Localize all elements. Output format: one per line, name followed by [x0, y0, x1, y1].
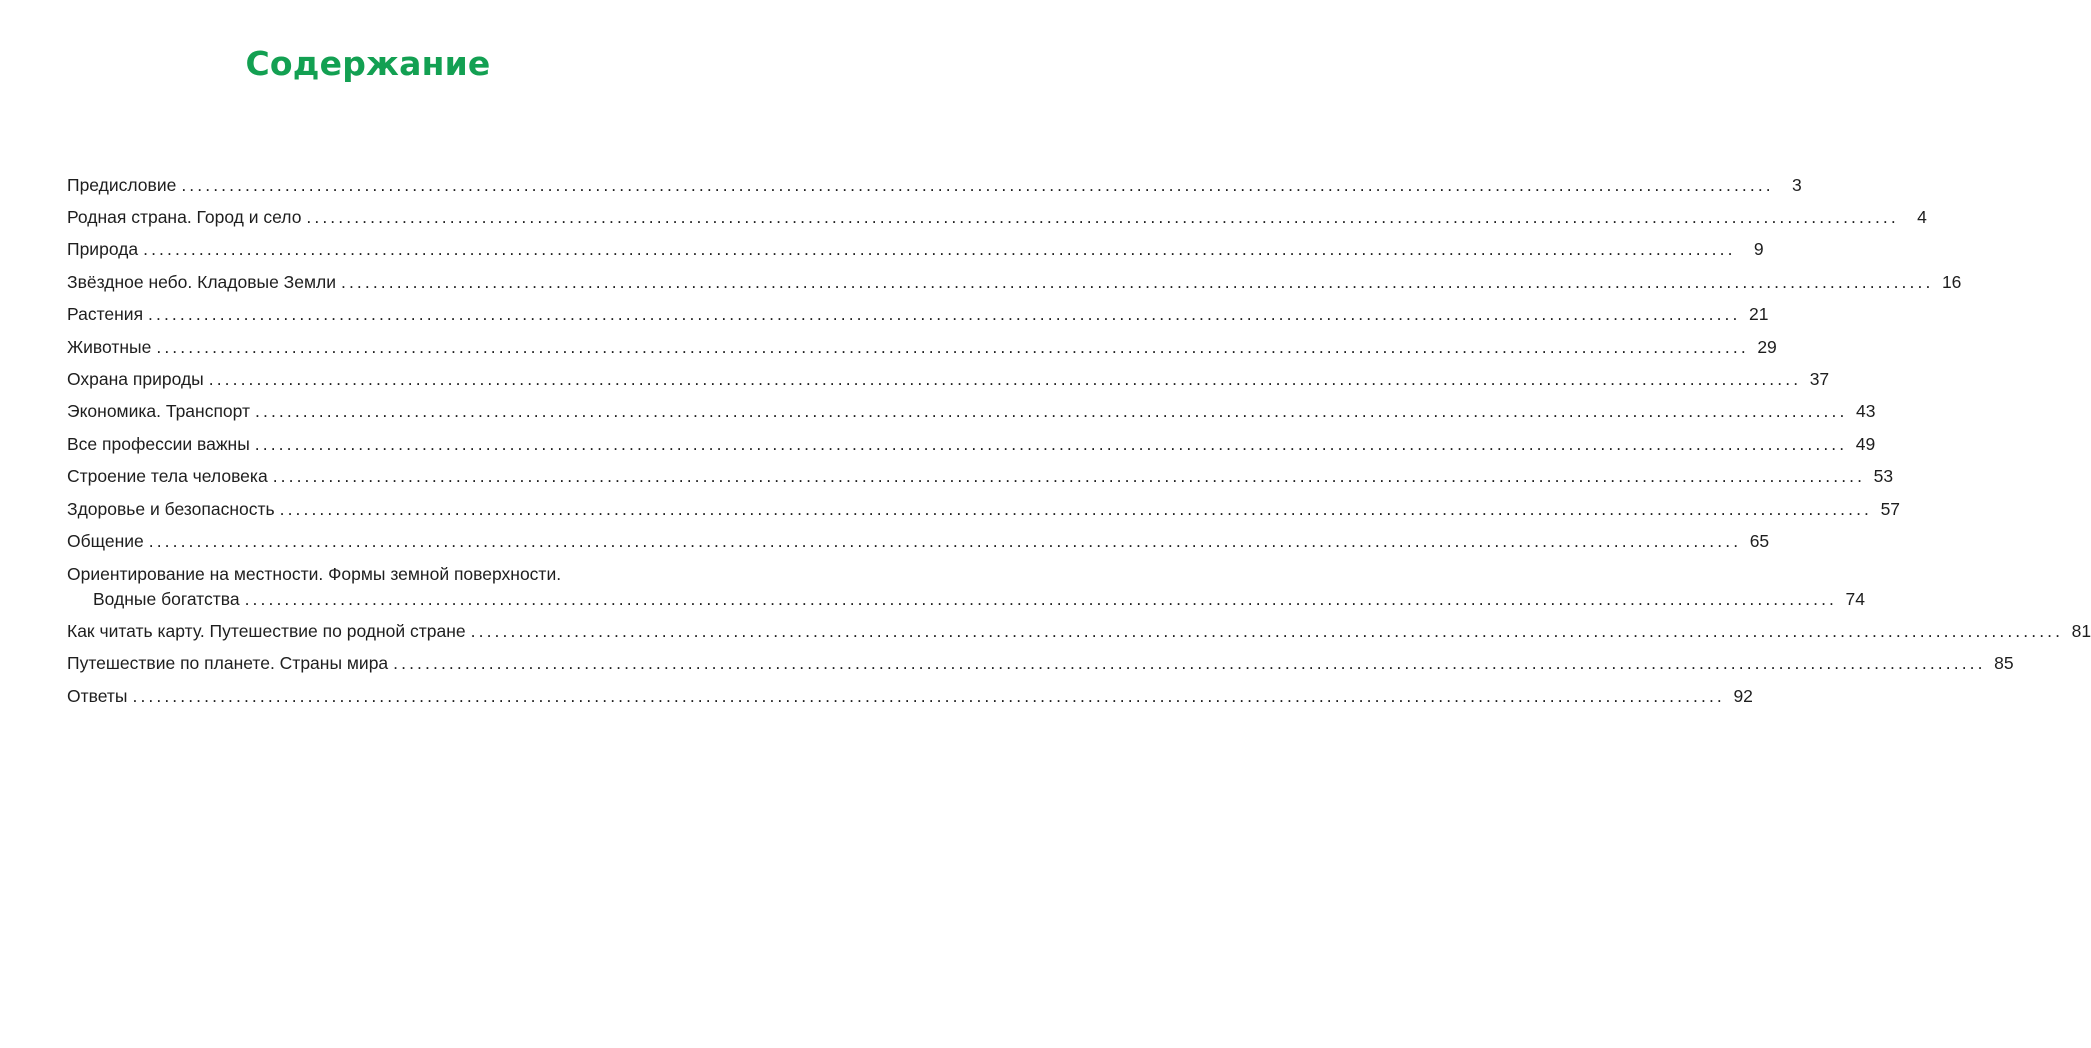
- toc-entry-title: Растения: [67, 304, 144, 324]
- toc-dot-leader: ........................................................................................................................................................................................................: [272, 466, 1866, 486]
- toc-entry-title: Животные: [67, 337, 152, 357]
- toc-page-number: 74: [1845, 589, 1866, 609]
- toc-dot-leader: ........................................................................................................................................................................................................: [254, 434, 1848, 454]
- toc-entry-title: Родная страна. Город и село: [67, 207, 302, 227]
- toc-entry-title: Путешествие по планете. Страны мира: [67, 653, 389, 673]
- toc-dot-leader: ........................................................................................................................................................................................................: [132, 686, 1725, 706]
- toc-dot-leader: ........................................................................................................................................................................................................: [279, 499, 1873, 519]
- toc-page-number: 81: [2071, 621, 2091, 641]
- toc-entry-title: Здоровье и безопасность: [67, 499, 275, 519]
- toc-page-number: 16: [1941, 272, 1962, 292]
- toc-page-number: 85: [1994, 653, 2014, 673]
- toc-page-number: 57: [1880, 499, 1901, 519]
- toc-page-number: 65: [1749, 531, 1770, 551]
- toc-entry-title: Ответы: [67, 686, 128, 706]
- toc-entry-health-safety[interactable]: [67, 494, 1901, 520]
- toc-page-number: 29: [1757, 337, 1777, 357]
- toc-dot-leader: ........................................................................................................................................................................................................: [208, 369, 1802, 389]
- toc-entry-title: Звёздное небо. Кладовые Земли: [67, 272, 336, 292]
- toc-page-number: 92: [1733, 686, 1753, 706]
- toc-entry-map-reading[interactable]: [67, 616, 2091, 642]
- page-title: Содержание: [245, 44, 491, 83]
- toc-dot-leader: ........................................................................................................................................................................................................: [306, 207, 1899, 227]
- toc-entry-native-country[interactable]: [67, 202, 1927, 228]
- toc-entry-title: Все профессии важны: [67, 434, 250, 454]
- toc-page-number: 49: [1855, 434, 1876, 454]
- toc-entry-world-travel[interactable]: [67, 648, 2014, 674]
- toc-entry-title: Общение: [67, 531, 144, 551]
- toc-entry-preface[interactable]: [67, 170, 1802, 196]
- toc-dot-leader: ........................................................................................................................................................................................................: [181, 175, 1774, 195]
- toc-dot-leader: ........................................................................................................................................................................................................: [393, 653, 1986, 673]
- toc-entry-title: Строение тела человека: [67, 466, 268, 486]
- toc-entry-title: Водные богатства: [93, 589, 240, 609]
- toc-entry-orientation[interactable]: [93, 584, 1866, 610]
- toc-dot-leader: ........................................................................................................................................................................................................: [341, 272, 1934, 292]
- toc-dot-leader: ........................................................................................................................................................................................................: [156, 337, 1749, 357]
- toc-entry-title: Предисловие: [67, 175, 177, 195]
- toc-entry-nature-protection[interactable]: [67, 364, 1830, 390]
- toc-page-number: 43: [1855, 401, 1876, 421]
- toc-page-number: 53: [1873, 466, 1894, 486]
- toc-entry-orientation-title[interactable]: Ориентирование на местности. Формы земной поверхности.: [67, 564, 562, 584]
- toc-entry-nature[interactable]: [67, 234, 1764, 260]
- toc-entry-starry-sky[interactable]: [67, 267, 1962, 293]
- toc-entry-professions[interactable]: [67, 429, 1876, 455]
- toc-entry-economy[interactable]: [67, 396, 1876, 422]
- toc-entry-title: Охрана природы: [67, 369, 204, 389]
- toc-dot-leader: ........................................................................................................................................................................................................: [244, 589, 1838, 609]
- toc-page-number: 4: [1917, 207, 1927, 227]
- toc-entry-answers[interactable]: [67, 681, 1753, 707]
- toc-page-number: 37: [1809, 369, 1830, 389]
- toc-page-number: 3: [1792, 175, 1802, 195]
- toc-dot-leader: ........................................................................................................................................................................................................: [470, 621, 2064, 641]
- toc-entry-title: Экономика. Транспорт: [67, 401, 251, 421]
- toc-entry-communication[interactable]: [67, 526, 1770, 552]
- toc-dot-leader: ........................................................................................................................................................................................................: [255, 401, 1848, 421]
- toc-entry-title: Природа: [67, 239, 139, 259]
- toc-dot-leader: ........................................................................................................................................................................................................: [148, 531, 1742, 551]
- toc-entry-human-body[interactable]: [67, 461, 1894, 487]
- toc-dot-leader: ........................................................................................................................................................................................................: [148, 304, 1741, 324]
- toc-entry-title: Как читать карту. Путешествие по родной стране: [67, 621, 466, 641]
- toc-page-number: 9: [1753, 239, 1764, 259]
- toc-page-number: 21: [1749, 304, 1769, 324]
- toc-entry-animals[interactable]: [67, 332, 1777, 358]
- toc-dot-leader: ........................................................................................................................................................................................................: [143, 239, 1736, 259]
- toc-entry-plants[interactable]: [67, 299, 1769, 325]
